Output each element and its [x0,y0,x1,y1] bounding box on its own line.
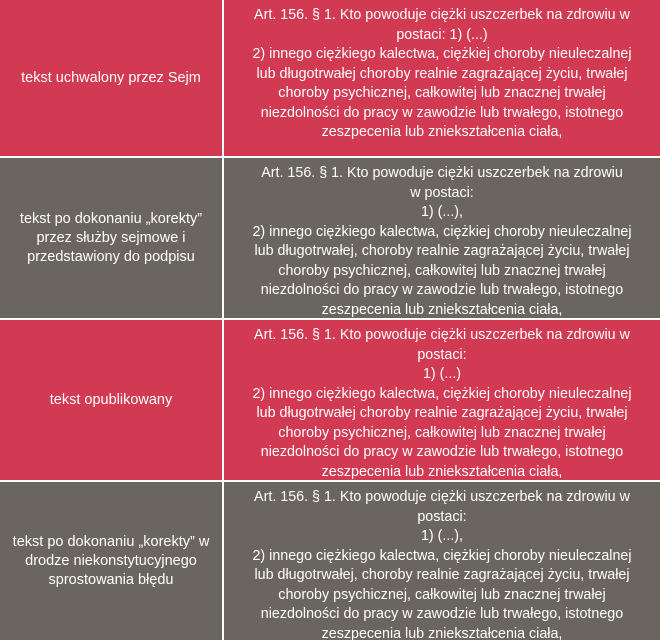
text-line: Art. 156. § 1. Kto powoduje ciężki uszczerbek na zdrowiu [230,164,654,184]
text-line: w postaci: [230,184,654,204]
table-row-korekta-sejm [0,158,660,318]
text-line: zeszpecenia lub zniekształcenia ciała, [230,123,654,143]
table-row-published [0,320,660,480]
text-line: postaci: [230,508,654,528]
row-text [224,482,660,640]
text-line: zeszpecenia lub zniekształcenia ciała, [230,301,654,321]
row-label: tekst opublikowany [0,320,224,480]
text-line: choroby psychicznej, całkowitej lub znacznej trwałej [230,262,654,282]
text-line: lub długotrwałej choroby realnie zagrażającej życiu, trwałej [230,65,654,85]
text-line: postaci: 1) (...) [230,26,654,46]
text-line: Art. 156. § 1. Kto powoduje ciężki uszczerbek na zdrowiu w [230,326,654,346]
text-line: niezdolności do pracy w zawodzie lub trwałego, istotnego [230,443,654,463]
text-line: zeszpecenia lub zniekształcenia ciała, [230,463,654,483]
text-line: lub długotrwałej, choroby realnie zagrażającej życiu, trwałej [230,566,654,586]
text-line: 2) innego ciężkiego kalectwa, ciężkiej choroby nieuleczalnej [230,385,654,405]
text-line: niezdolności do pracy w zawodzie lub trwałego, istotnego [230,104,654,124]
text-line: 2) innego ciężkiego kalectwa, ciężkiej choroby nieuleczalnej [230,547,654,567]
text-line: postaci: [230,346,654,366]
text-line: niezdolności do pracy w zawodzie lub trwałego, istotnego [230,281,654,301]
text-line: 1) (...) [230,365,654,385]
row-label: tekst po dokonaniu „korekty” przez służby sejmowe i przedstawiony do podpisu [0,158,224,318]
row-text [224,158,660,318]
text-line: choroby psychicznej, całkowitej lub znacznej trwałej [230,586,654,606]
text-line: Art. 156. § 1. Kto powoduje ciężki uszczerbek na zdrowiu w [230,488,654,508]
text-line: niezdolności do pracy w zawodzie lub trwałego, istotnego [230,605,654,625]
text-line: zeszpecenia lub zniekształcenia ciała, [230,625,654,644]
row-text [224,320,660,480]
text-line: 2) innego ciężkiego kalectwa, ciężkiej choroby nieuleczalnej [230,45,654,65]
row-label: tekst po dokonaniu „korekty” w drodze niekonstytucyjnego sprostowania błędu [0,482,224,640]
text-line: lub długotrwałej, choroby realnie zagrażającej życiu, trwałej [230,242,654,262]
text-line: choroby psychicznej, całkowitej lub znacznej trwałej [230,84,654,104]
text-line: Art. 156. § 1. Kto powoduje ciężki uszczerbek na zdrowiu w [230,6,654,26]
text-line: 1) (...), [230,527,654,547]
row-label: tekst uchwalony przez Sejm [0,0,224,156]
table-row-sprostowanie [0,482,660,640]
text-line: lub długotrwałej choroby realnie zagrażającej życiu, trwałej [230,404,654,424]
text-line: 1) (...), [230,203,654,223]
table-row-sejm [0,0,660,156]
text-line: choroby psychicznej, całkowitej lub znacznej trwałej [230,424,654,444]
text-line: 2) innego ciężkiego kalectwa, ciężkiej choroby nieuleczalnej [230,223,654,243]
row-text [224,0,660,156]
